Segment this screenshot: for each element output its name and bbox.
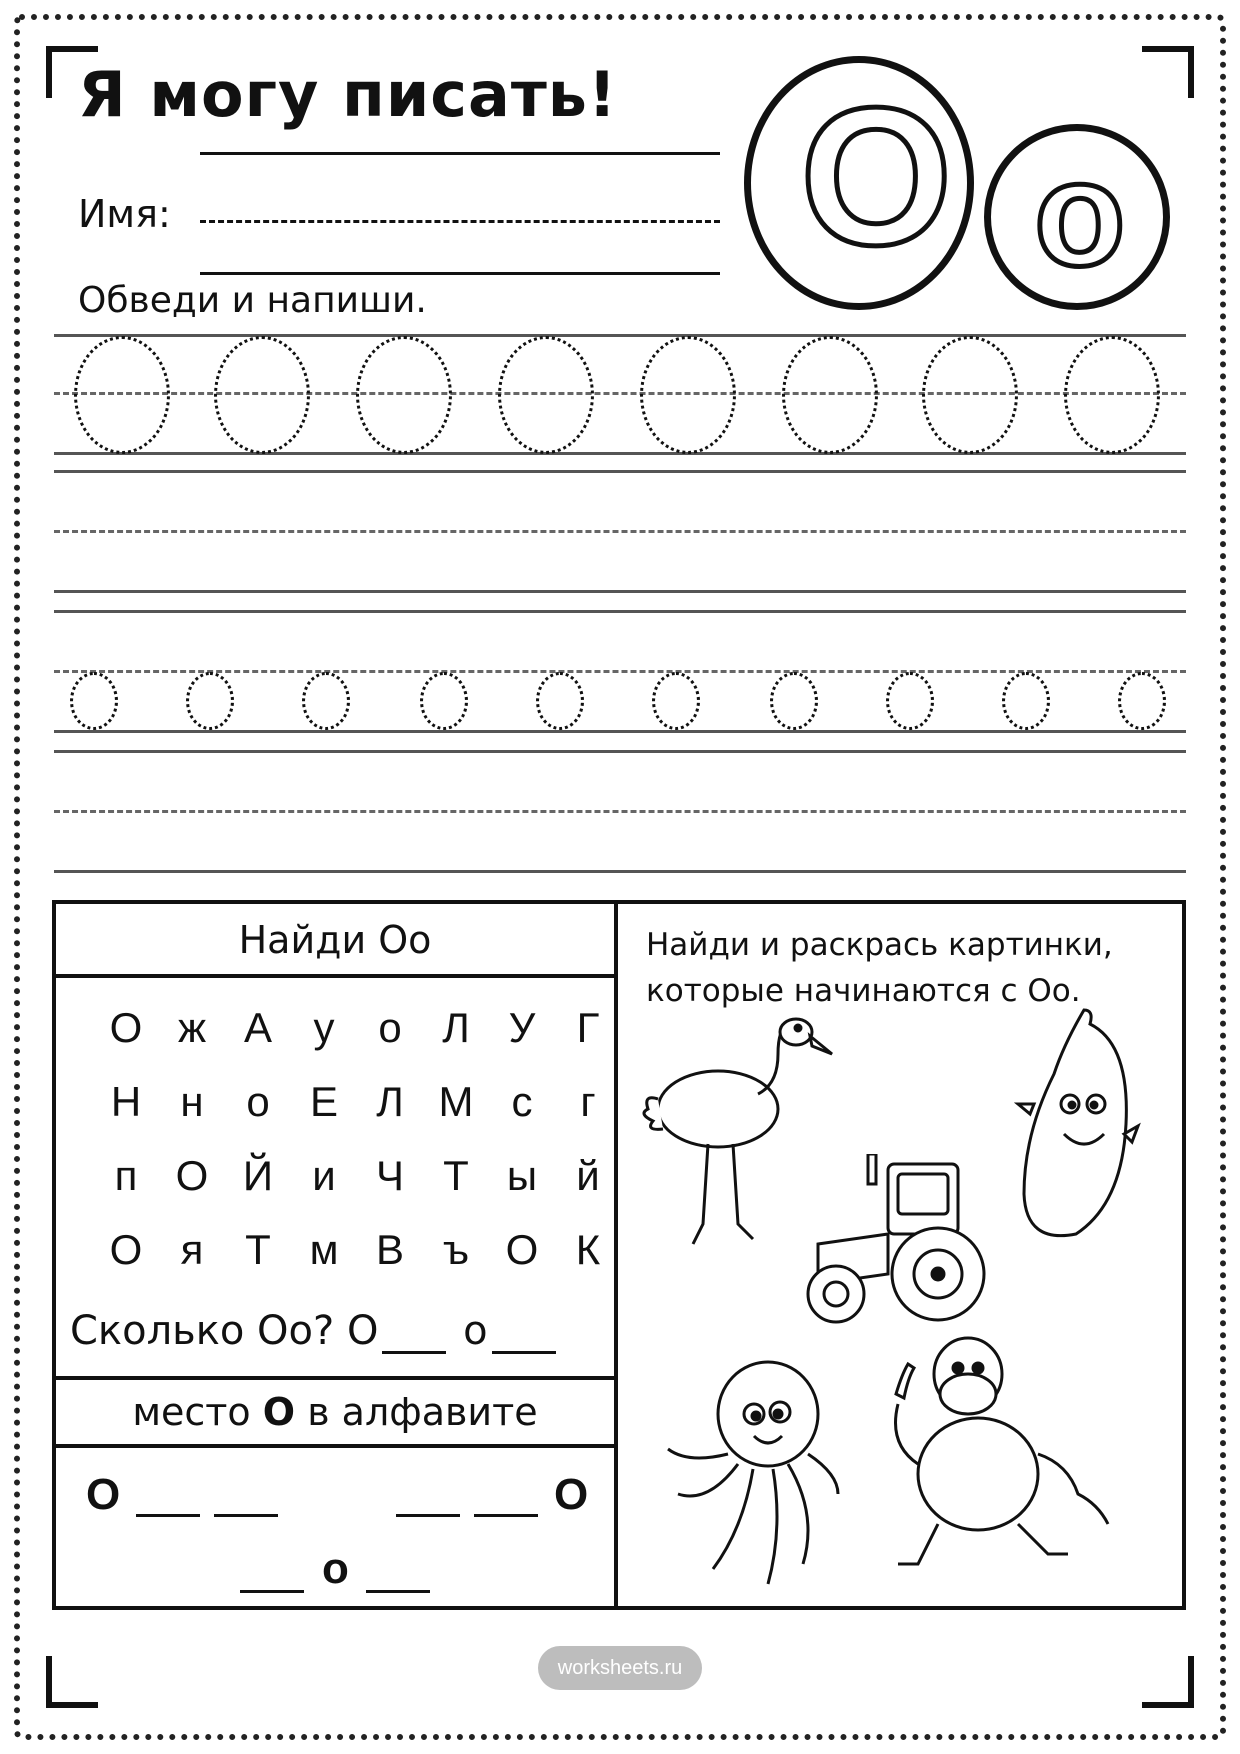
alphabet-blank[interactable]: [366, 1590, 430, 1593]
divider: [56, 974, 614, 978]
grid-letter[interactable]: Й: [242, 1152, 274, 1199]
writing-line: [54, 470, 1186, 473]
trace-letter-upper[interactable]: [640, 336, 736, 454]
trace-instruction: Обведи и напиши.: [78, 280, 427, 321]
grid-letter[interactable]: Л: [442, 1004, 470, 1051]
grid-letter[interactable]: м: [309, 1226, 339, 1273]
count-prompt: Сколько Оо?: [70, 1308, 335, 1354]
monkey-picture[interactable]: [878, 1334, 1118, 1594]
grid-letter[interactable]: Л: [376, 1078, 404, 1125]
divider: [56, 1444, 614, 1448]
grid-letter[interactable]: Ч: [376, 1152, 404, 1199]
trace-letter-upper[interactable]: [922, 336, 1018, 454]
trace-letter-upper[interactable]: [1064, 336, 1160, 454]
count-upper-letter: О: [346, 1308, 379, 1354]
writing-line: [54, 334, 1186, 337]
color-task-text: [646, 922, 1113, 1014]
alphabet-blank[interactable]: [214, 1514, 278, 1517]
count-lower-answer[interactable]: [492, 1317, 556, 1354]
trace-letter-lower[interactable]: [1118, 672, 1166, 730]
corner-bracket: [1142, 46, 1194, 98]
grid-letter[interactable]: ж: [177, 1004, 207, 1051]
octopus-picture[interactable]: [658, 1354, 848, 1594]
tractor-picture[interactable]: [798, 1154, 998, 1334]
corner-bracket: [1142, 1656, 1194, 1708]
color-task-line2: которые начинаются с Оо.: [646, 973, 1081, 1009]
grid-letter[interactable]: М: [438, 1078, 474, 1125]
grid-letter[interactable]: ы: [506, 1152, 538, 1199]
grid-letter[interactable]: Е: [309, 1078, 338, 1125]
alphabet-letter-center: о: [322, 1544, 349, 1593]
trace-letter-upper[interactable]: [498, 336, 594, 454]
page-title: Я могу писать!: [78, 58, 618, 131]
trace-letter-lower[interactable]: [420, 672, 468, 730]
count-lower-letter: о: [463, 1308, 488, 1354]
writing-midline: [54, 670, 1186, 673]
grid-letter[interactable]: Т: [443, 1152, 469, 1199]
cucumber-picture[interactable]: [1014, 1004, 1144, 1244]
trace-letter-lower[interactable]: [1002, 672, 1050, 730]
grid-letter[interactable]: А: [243, 1004, 272, 1051]
name-field-dashed-line[interactable]: [200, 220, 720, 223]
trace-letter-lower[interactable]: [536, 672, 584, 730]
alphabet-letter-right: О: [554, 1470, 589, 1519]
grid-letter[interactable]: Н: [110, 1078, 142, 1125]
big-letter-upper: О: [800, 67, 953, 286]
site-logo: worksheets.ru: [538, 1646, 702, 1690]
title-underline: [200, 152, 720, 155]
grid-letter[interactable]: Г: [576, 1004, 600, 1051]
trace-letter-upper[interactable]: [782, 336, 878, 454]
alphabet-blank[interactable]: [240, 1590, 304, 1593]
big-letter-lower: о: [1034, 129, 1126, 297]
grid-letter[interactable]: О: [175, 1152, 209, 1199]
grid-letter[interactable]: п: [114, 1152, 138, 1199]
trace-letter-lower[interactable]: [70, 672, 118, 730]
alphabet-title: [56, 1390, 614, 1434]
grid-letter[interactable]: О: [505, 1226, 539, 1273]
name-label: Имя:: [78, 192, 171, 236]
grid-letter[interactable]: й: [576, 1152, 600, 1199]
grid-letter[interactable]: о: [246, 1078, 270, 1125]
writing-line: [54, 610, 1186, 613]
trace-letter-upper[interactable]: [74, 336, 170, 454]
alphabet-blank[interactable]: [474, 1514, 538, 1517]
trace-letter-lower[interactable]: [770, 672, 818, 730]
find-panel-title: Найди Оо: [238, 918, 432, 962]
find-letter-panel: [52, 900, 618, 1610]
grid-letter[interactable]: Т: [245, 1226, 271, 1273]
writing-line: [54, 590, 1186, 593]
grid-letter[interactable]: О: [109, 1226, 143, 1273]
alphabet-title-letter: О: [262, 1390, 296, 1434]
count-question: [70, 1308, 560, 1354]
grid-letter[interactable]: н: [180, 1078, 204, 1125]
trace-letter-lower[interactable]: [886, 672, 934, 730]
alphabet-blank[interactable]: [396, 1514, 460, 1517]
grid-letter[interactable]: с: [511, 1078, 533, 1125]
name-field-line[interactable]: [200, 272, 720, 275]
alphabet-letter-left: О: [86, 1470, 121, 1519]
grid-letter[interactable]: я: [180, 1226, 204, 1273]
trace-letter-lower[interactable]: [652, 672, 700, 730]
writing-line: [54, 730, 1186, 733]
alphabet-blank[interactable]: [136, 1514, 200, 1517]
divider: [56, 1376, 614, 1380]
color-pictures-panel: [614, 900, 1186, 1610]
grid-letter[interactable]: В: [375, 1226, 404, 1273]
writing-midline: [54, 810, 1186, 813]
corner-bracket: [46, 1656, 98, 1708]
count-upper-answer[interactable]: [382, 1317, 446, 1354]
grid-letter[interactable]: о: [378, 1004, 402, 1051]
writing-line: [54, 870, 1186, 873]
writing-line: [54, 750, 1186, 753]
color-task-line1: Найди и раскрась картинки,: [646, 927, 1113, 963]
writing-midline: [54, 530, 1186, 533]
grid-letter[interactable]: у: [313, 1004, 335, 1051]
trace-letter-lower[interactable]: [186, 672, 234, 730]
alphabet-title-after: в алфавите: [307, 1390, 538, 1434]
alphabet-title-before: место: [132, 1390, 251, 1434]
grid-letter[interactable]: О: [109, 1004, 143, 1051]
grid-letter[interactable]: и: [312, 1152, 336, 1199]
writing-line: [54, 452, 1186, 455]
trace-letter-lower[interactable]: [302, 672, 350, 730]
grid-letter[interactable]: К: [575, 1226, 601, 1273]
trace-letter-upper[interactable]: [356, 336, 452, 454]
trace-letter-upper[interactable]: [214, 336, 310, 454]
grid-letter[interactable]: ъ: [442, 1226, 470, 1273]
grid-letter[interactable]: У: [508, 1004, 536, 1051]
grid-letter[interactable]: г: [580, 1078, 596, 1125]
